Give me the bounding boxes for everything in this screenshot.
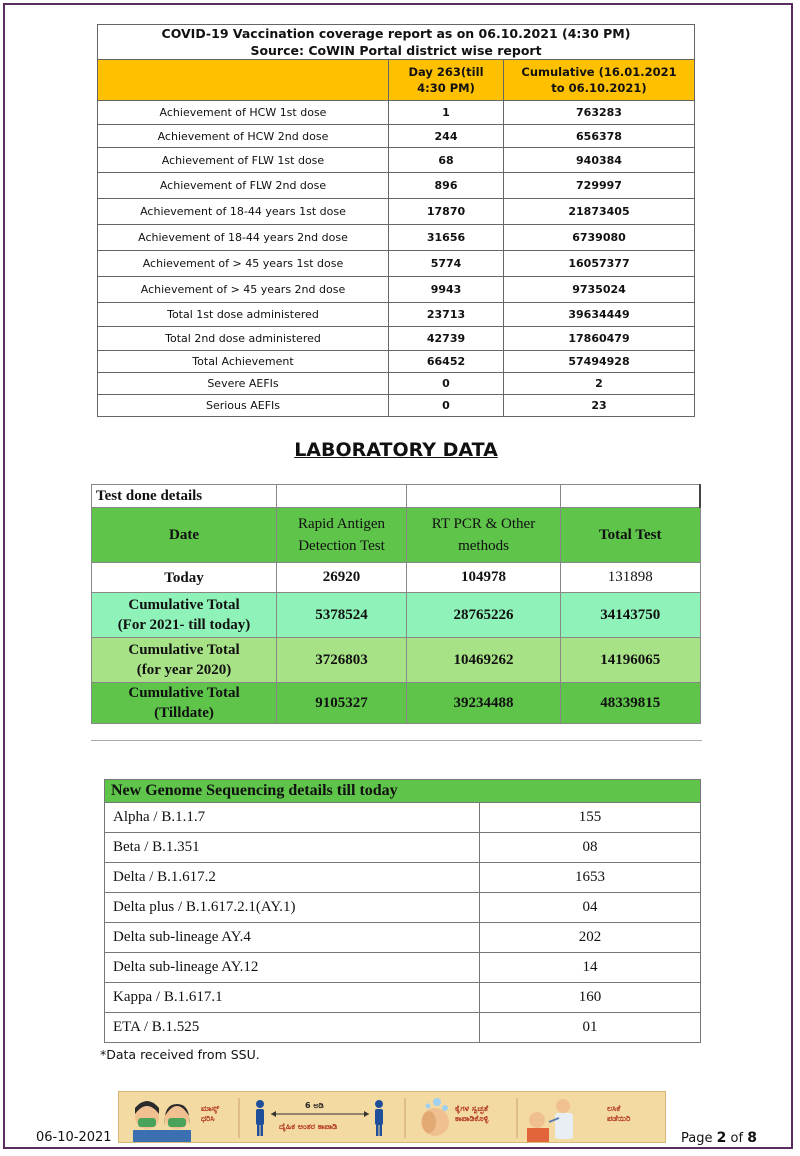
vaccination-header-row [98,60,695,101]
genome-table [104,779,701,1043]
col-rtpcr: RT PCR & Other methods [407,508,561,563]
covid-appropriate-behaviour-banner [118,1091,666,1143]
genome-row: Delta / B.1.617.2 1653 [105,863,701,893]
vaccination-row: Achievement of HCW 2nd dose 244 656378 [98,125,695,148]
vaccination-row: Total 2nd dose administered 42739 17860479 [98,327,695,351]
test-done-label: Test done details [92,485,277,508]
banner-mask-text: ಮಾಸ್ಕ್ ಧರಿಸಿ [201,1104,220,1123]
vaccination-row: Achievement of > 45 years 2nd dose 9943 9735024 [98,277,695,303]
vaccination-row: Total Achievement 66452 57494928 [98,351,695,373]
lab-row-cumulative-tilldate: Cumulative Total (Tilldate) 9105327 39234488 48339815 [92,683,701,724]
genome-row: Delta sub-lineage AY.4 202 [105,923,701,953]
masked-faces-icon [133,1101,191,1142]
genome-title: New Genome Sequencing details till today [105,780,701,803]
banner-distance: 6 ಅಡಿ [305,1101,324,1110]
vaccination-row: Serious AEFIs 0 23 [98,395,695,417]
col-rapid-antigen: Rapid Antigen Detection Test [277,508,407,563]
col-date: Date [92,508,277,563]
lab-header-row [92,508,701,563]
genome-row: ETA / B.1.525 01 [105,1013,701,1043]
col-cumulative-header: Cumulative (16.01.2021 to 06.10.2021) [504,60,695,101]
vaccination-row: Achievement of 18-44 years 2nd dose 31656 6739080 [98,225,695,251]
lab-row-today: Today 26920 104978 131898 [92,563,701,593]
vaccination-table [97,24,695,417]
genome-row: Kappa / B.1.617.1 160 [105,983,701,1013]
footnote: *Data received from SSU. [100,1047,260,1062]
genome-row: Alpha / B.1.1.7 155 [105,803,701,833]
laboratory-heading: LABORATORY DATA [294,439,498,461]
vaccination-row: Achievement of HCW 1st dose 1 763283 [98,101,695,125]
vaccination-row: Achievement of 18-44 years 1st dose 17870 21873405 [98,199,695,225]
vaccination-table-title: COVID-19 Vaccination coverage report as on 06.10.2021 (4:30 PM) Source: CoWIN Portal district wise report [98,25,695,60]
page-number: Page 2 of 8 [681,1130,757,1146]
lab-table-divider [91,740,702,741]
lab-row-cumulative-2020: Cumulative Total (for year 2020) 3726803 10469262 14196065 [92,638,701,683]
vaccination-row: Achievement of FLW 1st dose 68 940384 [98,148,695,173]
vaccination-row: Achievement of > 45 years 1st dose 5774 16057377 [98,251,695,277]
genome-row: Delta plus / B.1.617.2.1(AY.1) 04 [105,893,701,923]
footer-date: 06-10-2021 [36,1130,112,1145]
genome-row: Beta / B.1.351 08 [105,833,701,863]
vaccination-icon [527,1099,573,1142]
hand-wash-icon [421,1098,449,1136]
lab-row-cumulative-2021: Cumulative Total (For 2021- till today) 5378524 28765226 34143750 [92,593,701,638]
vaccination-row: Achievement of FLW 2nd dose 896 729997 [98,173,695,199]
genome-row: Delta sub-lineage AY.12 14 [105,953,701,983]
banner-distance-text: ದೈಹಿಕ ಅಂತರ ಕಾಪಾಡಿ [279,1122,338,1131]
banner-vaccine-text: ಲಸಿಕೆ ಪಡೆಯಿರಿ [607,1104,631,1123]
col-day-header: Day 263(till 4:30 PM) [389,60,504,101]
laboratory-table [91,484,701,724]
col-total-test: Total Test [561,508,701,563]
vaccination-row: Total 1st dose administered 23713 39634449 [98,303,695,327]
banner-hands-text: ಕೈಗಳ ಸ್ವಚ್ಛತೆ ಕಾಪಾಡಿಕೊಳ್ಳಿ [455,1104,489,1123]
vaccination-row: Severe AEFIs 0 2 [98,373,695,395]
